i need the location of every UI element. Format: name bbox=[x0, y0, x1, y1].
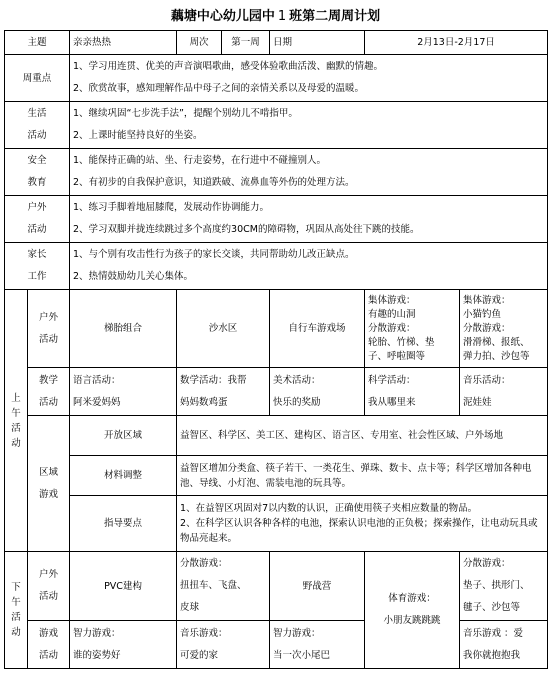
cell-line: 子、呼啦圈等 bbox=[368, 350, 426, 362]
cell-line: 毽子、沙包等 bbox=[463, 602, 521, 613]
theme-label: 主题 bbox=[5, 31, 70, 55]
afternoon-game-c2 bbox=[177, 621, 270, 669]
afternoon-game-c5 bbox=[460, 621, 548, 669]
parents-label-1: 家长 bbox=[27, 249, 47, 260]
cell-line: 皮球 bbox=[180, 602, 200, 613]
morning-outdoor-c1: 梯胎组合 bbox=[70, 290, 177, 368]
afternoon-outdoor-c4 bbox=[365, 552, 460, 669]
parents-line-2: 2、热情鼓励幼儿关心集体。 bbox=[73, 271, 194, 282]
guide-line-2: 2、在科学区认识各种各样的电池，探索认识电池的正负极；探索操作，让电动玩具或物品亮起来。 bbox=[180, 518, 538, 544]
cell-line: 美术活动： bbox=[273, 374, 321, 386]
outdoor-line-2: 2、学习双脚并拢连续跳过多个高度约30CM的障碍物，巩固从高处往下跳的技能。 bbox=[73, 224, 420, 235]
morning-teaching-row bbox=[5, 368, 548, 416]
date-value: 2月13日-2月17日 bbox=[365, 31, 548, 55]
morning-outdoor-c4 bbox=[365, 290, 460, 368]
theme-value: 亲亲热热 bbox=[70, 31, 177, 55]
area-material-row bbox=[5, 456, 548, 496]
area-label bbox=[28, 416, 70, 552]
cell-line: 分散游戏： bbox=[463, 558, 511, 569]
afternoon-game-c3 bbox=[270, 621, 365, 669]
outdoor-content bbox=[70, 196, 548, 243]
date-label: 日期 bbox=[270, 31, 365, 55]
afternoon-game-label-1: 游戏 bbox=[39, 627, 59, 639]
cell-line: 弹力拍、沙包等 bbox=[463, 350, 530, 362]
title-school: 藕塘中心幼儿园中 bbox=[170, 9, 275, 24]
afternoon-game-label bbox=[28, 621, 70, 669]
afternoon-game-c1 bbox=[70, 621, 177, 669]
cell-line: 垫子、拱形门、 bbox=[463, 580, 530, 591]
outdoor-label-2: 活动 bbox=[27, 224, 47, 235]
cell-line: 妈妈数鸡蛋 bbox=[180, 396, 228, 408]
cell-line: 小猫钓鱼 bbox=[463, 308, 502, 320]
cell-line: 阿米爱妈妈 bbox=[73, 396, 121, 408]
title-rest: 班第二周周计划 bbox=[289, 9, 381, 24]
cell-line: 滑滑梯、报纸、 bbox=[463, 336, 530, 348]
focus-line-1: 1、学习用连贯、优美的声音演唱歌曲，感受体验歌曲活泼、幽默的情趣。 bbox=[73, 61, 384, 72]
afternoon-outdoor-c3: 野战营 bbox=[270, 552, 365, 621]
focus-label: 周重点 bbox=[5, 55, 70, 102]
area-open-text: 益智区、科学区、美工区、建构区、语言区、专用室、社会性区域、户外场地 bbox=[177, 416, 548, 456]
header-row bbox=[5, 31, 548, 55]
area-open-label: 开放区域 bbox=[70, 416, 177, 456]
outdoor-row bbox=[5, 196, 548, 243]
area-guide-row bbox=[5, 496, 548, 552]
cell-line: 科学活动： bbox=[368, 374, 416, 386]
cell-line: 音乐游戏： bbox=[180, 627, 228, 639]
afternoon-outdoor-c1: PVC建构 bbox=[70, 552, 177, 621]
cell-line: 当一次小尾巴 bbox=[273, 649, 331, 661]
morning-outdoor-c5 bbox=[460, 290, 548, 368]
morning-label bbox=[5, 290, 28, 552]
safety-label bbox=[5, 149, 70, 196]
morning-label-char: 活 bbox=[11, 422, 21, 434]
cell-line: 语言活动： bbox=[73, 374, 121, 386]
cell-line: 有趣的山洞 bbox=[368, 308, 416, 320]
cell-line: 我从哪里来 bbox=[368, 396, 416, 408]
cell-line: 快乐的奖励 bbox=[273, 396, 321, 408]
area-guide-text bbox=[177, 496, 548, 552]
morning-outdoor-label-1: 户外 bbox=[39, 311, 59, 323]
focus-row bbox=[5, 55, 548, 102]
parents-content bbox=[70, 243, 548, 290]
afternoon-game-label-2: 活动 bbox=[39, 649, 59, 661]
morning-teaching-label-2: 活动 bbox=[39, 396, 59, 408]
cell-line: 扭扭车、飞盘、 bbox=[180, 580, 247, 591]
week-value: 第一周 bbox=[222, 31, 270, 55]
morning-teaching-label bbox=[28, 368, 70, 416]
morning-label-char: 动 bbox=[11, 437, 21, 449]
cell-line: 分散游戏： bbox=[463, 322, 511, 334]
area-open-row bbox=[5, 416, 548, 456]
afternoon-label bbox=[5, 552, 28, 669]
outdoor-label bbox=[5, 196, 70, 243]
cell-line: 我你就抱抱我 bbox=[463, 649, 521, 661]
life-content bbox=[70, 102, 548, 149]
afternoon-label-char: 动 bbox=[11, 627, 21, 638]
safety-row bbox=[5, 149, 548, 196]
safety-label-1: 安全 bbox=[27, 155, 47, 166]
life-label bbox=[5, 102, 70, 149]
outdoor-label-1: 户外 bbox=[27, 202, 47, 213]
cell-line: 泥娃娃 bbox=[463, 396, 492, 408]
afternoon-label-char: 下 bbox=[11, 582, 21, 593]
area-material-text: 益智区增加分类盒、筷子若干、一类花生、弹珠、数卡、点卡等；科学区增加各种电池、导线、小灯泡、需装电池的玩具等。 bbox=[177, 456, 548, 496]
afternoon-label-char: 活 bbox=[11, 612, 21, 623]
morning-teaching-c2 bbox=[177, 368, 270, 416]
morning-teaching-c5 bbox=[460, 368, 548, 416]
life-line-1: 1、继续巩固“七步洗手法”，提醒个别幼儿不啃指甲。 bbox=[73, 108, 298, 119]
focus-line-2: 2、欣赏故事，感知理解作品中母子之间的亲情关系以及母爱的温暖。 bbox=[73, 83, 365, 94]
parents-label bbox=[5, 243, 70, 290]
cell-line: 数学活动：我帮 bbox=[180, 374, 247, 386]
area-material-label: 材料调整 bbox=[70, 456, 177, 496]
parents-row bbox=[5, 243, 548, 290]
cell-line: 集体游戏： bbox=[368, 294, 416, 306]
cell-line: 轮胎、竹梯、垫 bbox=[368, 336, 435, 348]
parents-line-1: 1、与个别有攻击性行为孩子的家长交谈，共同帮助幼儿改正缺点。 bbox=[73, 249, 355, 260]
morning-teaching-c1 bbox=[70, 368, 177, 416]
focus-content bbox=[70, 55, 548, 102]
afternoon-outdoor-label bbox=[28, 552, 70, 621]
weekly-plan-table bbox=[4, 30, 548, 669]
cell-line: 小朋友跳跳跳 bbox=[383, 615, 441, 626]
cell-line: 智力游戏： bbox=[273, 627, 321, 639]
morning-outdoor-c3: 自行车游戏场 bbox=[270, 290, 365, 368]
cell-line: 体育游戏： bbox=[388, 593, 436, 604]
guide-line-1: 1、在益智区巩固对7以内数的认识，正确使用筷子夹相应数量的物品。 bbox=[180, 503, 478, 514]
life-label-2: 活动 bbox=[27, 130, 47, 141]
safety-label-2: 教育 bbox=[27, 177, 47, 188]
safety-content bbox=[70, 149, 548, 196]
week-label: 周次 bbox=[177, 31, 222, 55]
afternoon-outdoor-c2 bbox=[177, 552, 270, 621]
outdoor-line-1: 1、练习手脚着地屈膝爬，发展动作协调能力。 bbox=[73, 202, 270, 213]
afternoon-outdoor-c5 bbox=[460, 552, 548, 621]
page-title bbox=[0, 4, 551, 30]
area-label-1: 区域 bbox=[39, 466, 59, 478]
morning-label-char: 午 bbox=[11, 407, 21, 419]
cell-line: 智力游戏： bbox=[73, 627, 121, 639]
cell-line: 分散游戏： bbox=[368, 322, 416, 334]
cell-line: 可爱的家 bbox=[180, 649, 219, 661]
morning-outdoor-row bbox=[5, 290, 548, 368]
cell-line: 音乐活动： bbox=[463, 374, 511, 386]
life-line-2: 2、上课时能坚持良好的坐姿。 bbox=[73, 130, 203, 141]
life-label-1: 生活 bbox=[27, 108, 47, 119]
morning-outdoor-label bbox=[28, 290, 70, 368]
morning-teaching-c3 bbox=[270, 368, 365, 416]
afternoon-outdoor-label-2: 活动 bbox=[39, 591, 59, 602]
morning-teaching-c4 bbox=[365, 368, 460, 416]
morning-teaching-label-1: 教学 bbox=[39, 374, 59, 386]
cell-line: 分散游戏： bbox=[180, 558, 228, 569]
afternoon-label-char: 午 bbox=[11, 597, 21, 608]
morning-label-char: 上 bbox=[11, 392, 21, 404]
title-class-no: 1 bbox=[277, 9, 287, 24]
cell-line: 音乐游戏 ：爱 bbox=[463, 627, 524, 639]
morning-outdoor-c2: 沙水区 bbox=[177, 290, 270, 368]
afternoon-outdoor-row bbox=[5, 552, 548, 621]
afternoon-game-row bbox=[5, 621, 548, 669]
cell-line: 谁的姿势好 bbox=[73, 649, 121, 661]
parents-label-2: 工作 bbox=[27, 271, 47, 282]
cell-line: 集体游戏： bbox=[463, 294, 511, 306]
life-row bbox=[5, 102, 548, 149]
afternoon-outdoor-label-1: 户外 bbox=[39, 569, 59, 580]
area-label-2: 游戏 bbox=[39, 488, 59, 500]
safety-line-1: 1、能保持正确的站、坐、行走姿势，在行进中不碰撞别人。 bbox=[73, 155, 327, 166]
morning-outdoor-label-2: 活动 bbox=[39, 333, 59, 345]
area-guide-label: 指导要点 bbox=[70, 496, 177, 552]
safety-line-2: 2、有初步的自我保护意识，知道跌破、流鼻血等外伤的处理方法。 bbox=[73, 177, 355, 188]
